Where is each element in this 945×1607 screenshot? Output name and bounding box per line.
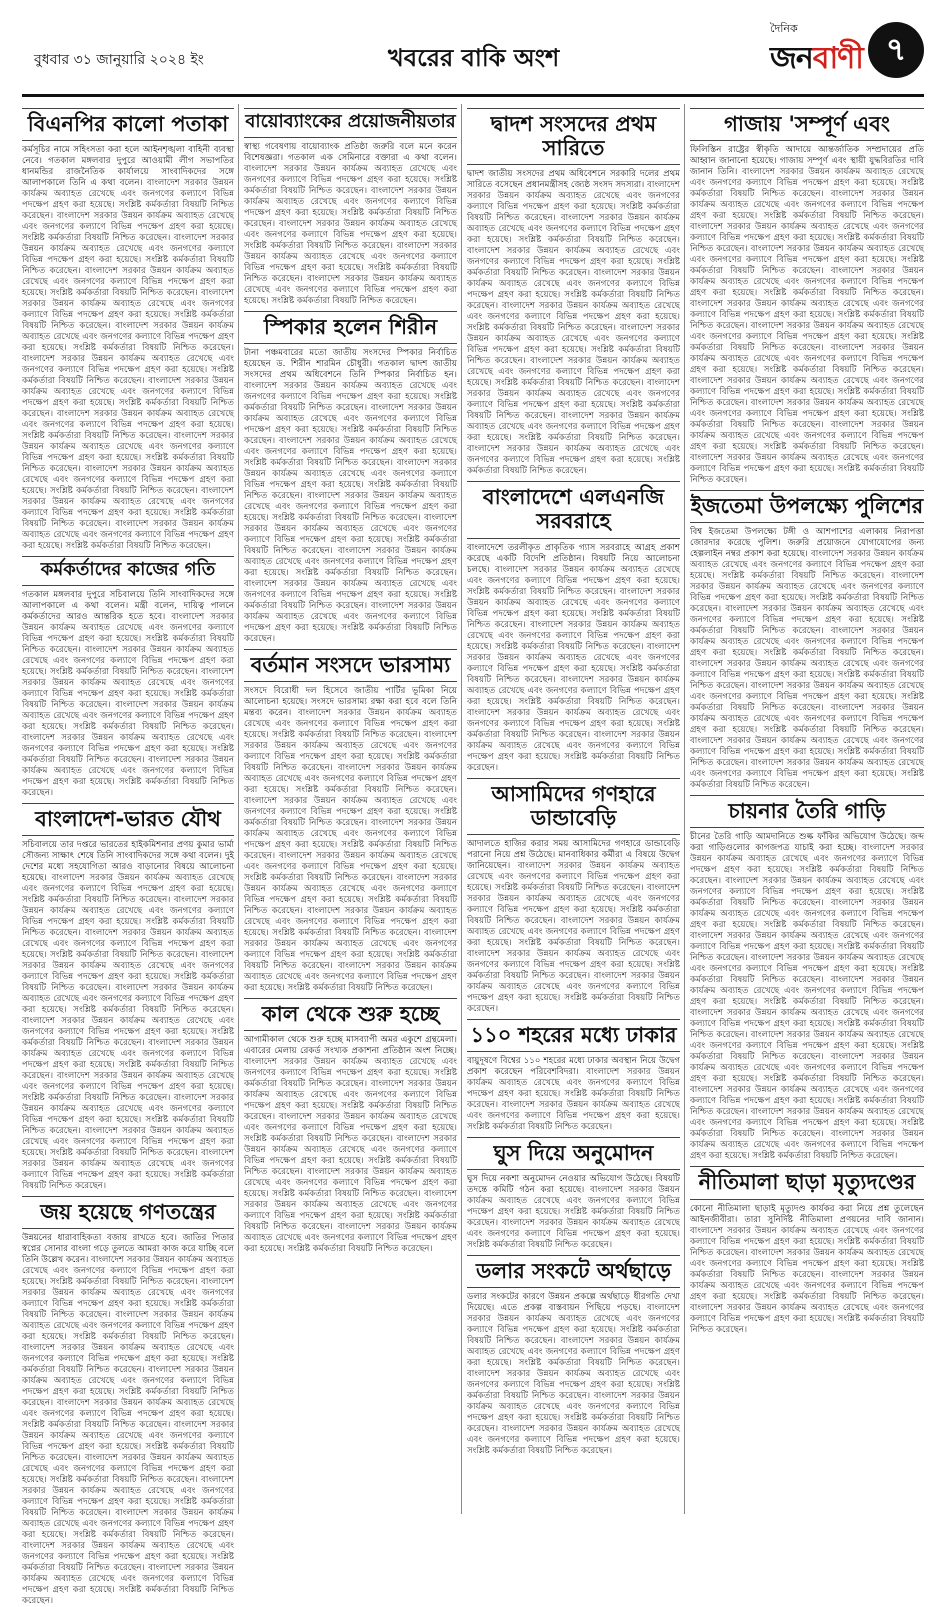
article-continuation: বাংলাদেশ সরকার উন্নয়ন কার্যক্রম অব্যাহত রেখেছে এবং জনগণের কল্যাণে বিভিন্ন পদক্ষেপ গ্রহণ করা হয়েছে। সংশ্লিষ্ট কর্মকর্তারা বিষয়টি নিশ্চিত করেছেন। বাংলাদেশ সরকার উন্নয়ন কার্যক্রম অব্যাহত রেখেছে এবং জনগণের কল্যাণে বিভিন্ন পদক্ষেপ গ্রহণ করা হয়েছে। সংশ্লিষ্ট কর্মকর্তারা বিষয়টি নিশ্চিত করেছেন। বাংলাদেশ সরকার উন্নয়ন কার্যক্রম অব্যাহত রেখেছে এবং জনগণের কল্যাণে বিভিন্ন পদক্ষেপ গ্রহণ করা হয়েছে। সংশ্লিষ্ট কর্মকর্তারা বিষয়টি নিশ্চিত করেছেন। বাংলাদেশ সরকার উন্নয়ন কার্যক্রম অব্যাহত রেখেছে এবং জনগণের কল্যাণে বিভিন্ন পদক্ষেপ গ্রহণ করা হয়েছে। সংশ্লিষ্ট কর্মকর্তারা বিষয়টি নিশ্চিত করেছেন। বাংলাদেশ সরকার উন্নয়ন কার্যক্রম অব্যাহত রেখেছে এবং জনগণের কল্যাণে বিভিন্ন পদক্ষেপ গ্রহণ করা হয়েছে। সংশ্লিষ্ট কর্মকর্তারা বিষয়টি নিশ্চিত করেছেন। বাংলাদেশ সরকার উন্নয়ন কার্যক্রম অব্যাহত রেখেছে এবং জনগণের কল্যাণে বিভিন্ন পদক্ষেপ গ্রহণ করা হয়েছে। সংশ্লিষ্ট কর্মকর্তারা বিষয়টি নিশ্চিত করেছেন। বাংলাদেশ সরকার উন্নয়ন কার্যক্রম অব্যাহত রেখেছে এবং জনগণের কল্যাণে বিভিন্ন পদক্ষেপ গ্রহণ করা হয়েছে। সংশ্লিষ্ট কর্মকর্তারা বিষয়টি নিশ্চিত করেছেন। বাংলাদেশ সরকার উন্নয়ন কার্যক্রম অব্যাহত রেখেছে এবং জনগণের কল্যাণে বিভিন্ন পদক্ষেপ গ্রহণ করা হয়েছে। সংশ্লিষ্ট কর্মকর্তারা বিষয়টি নিশ্চিত করেছেন। বাংলাদেশ সরকার উন্নয়ন কার্যক্রম অব্যাহত রেখেছে এবং জনগণের কল্যাণে বিভিন্ন পদক্ষেপ গ্রহণ করা হয়েছে। সংশ্লিষ্ট কর্মকর্তারা বিষয়টি নিশ্চিত করেছেন। — [244, 380, 457, 644]
article-lead: বাংলাদেশে তরলীকৃত প্রাকৃতিক গ্যাস সরবরাহে আগ্রহ প্রকাশ করেছে একটি বিদেশি প্রতিষ্ঠান। বিষয়টি নিয়ে আলোচনা চলছে। — [467, 542, 680, 575]
article — [467, 778, 680, 1015]
article-lead: আদালতে হাজির করার সময় আসামিদের গণহারে ডান্ডাবেড়ি পরানো নিয়ে প্রশ্ন উঠেছে। মানবাধিকার কর্মীরা এ বিষয়ে উদ্বেগ জানিয়েছেন। — [467, 838, 680, 871]
article — [244, 649, 457, 994]
article-body — [22, 145, 234, 552]
article-lead: কোনো নীতিমালা ছাড়াই মৃত্যুদণ্ড কার্যকর করা নিয়ে প্রশ্ন তুলেছেন আইনজীবীরা। তারা সুনির্দিষ্ট নীতিমালা প্রণয়নের দাবি জানান। — [690, 1203, 924, 1225]
article — [22, 1196, 234, 1607]
article-lead: ফিলিস্তিন রাষ্ট্রের স্বীকৃতি আদায়ে আন্তর্জাতিক সম্প্রদায়ের প্রতি আহ্বান জানানো হয়েছে। গাজায় সম্পূর্ণ এবং স্থায়ী যুদ্ধবিরতির দাবি জানান তিনি। — [690, 145, 924, 178]
section-title: খবরের বাকি অংশ — [388, 44, 560, 72]
article-headline: ডলার সংকটে অর্থছাড়ে — [467, 1255, 680, 1288]
article — [244, 311, 457, 645]
article-body — [244, 686, 457, 994]
article-continuation: বাংলাদেশ সরকার উন্নয়ন কার্যক্রম অব্যাহত রেখেছে এবং জনগণের কল্যাণে বিভিন্ন পদক্ষেপ গ্রহণ করা হয়েছে। সংশ্লিষ্ট কর্মকর্তারা বিষয়টি নিশ্চিত করেছেন। বাংলাদেশ সরকার উন্নয়ন কার্যক্রম অব্যাহত রেখেছে এবং জনগণের কল্যাণে বিভিন্ন পদক্ষেপ গ্রহণ করা হয়েছে। সংশ্লিষ্ট কর্মকর্তারা বিষয়টি নিশ্চিত করেছেন। বাংলাদেশ সরকার উন্নয়ন কার্যক্রম অব্যাহত রেখেছে এবং জনগণের কল্যাণে বিভিন্ন পদক্ষেপ গ্রহণ করা হয়েছে। সংশ্লিষ্ট কর্মকর্তারা বিষয়টি নিশ্চিত করেছেন। বাংলাদেশ সরকার উন্নয়ন কার্যক্রম অব্যাহত রেখেছে এবং জনগণের কল্যাণে বিভিন্ন পদক্ষেপ গ্রহণ করা হয়েছে। সংশ্লিষ্ট কর্মকর্তারা বিষয়টি নিশ্চিত করেছেন। বাংলাদেশ সরকার উন্নয়ন কার্যক্রম অব্যাহত রেখেছে এবং জনগণের কল্যাণে বিভিন্ন পদক্ষেপ গ্রহণ করা হয়েছে। সংশ্লিষ্ট কর্মকর্তারা বিষয়টি নিশ্চিত করেছেন। বাংলাদেশ সরকার উন্নয়ন কার্যক্রম অব্যাহত রেখেছে এবং জনগণের কল্যাণে বিভিন্ন পদক্ষেপ গ্রহণ করা হয়েছে। সংশ্লিষ্ট কর্মকর্তারা বিষয়টি নিশ্চিত করেছেন। বাংলাদেশ সরকার উন্নয়ন কার্যক্রম অব্যাহত রেখেছে এবং জনগণের কল্যাণে বিভিন্ন পদক্ষেপ গ্রহণ করা হয়েছে। সংশ্লিষ্ট কর্মকর্তারা বিষয়টি নিশ্চিত করেছেন। বাংলাদেশ সরকার উন্নয়ন কার্যক্রম অব্যাহত রেখেছে এবং জনগণের কল্যাণে বিভিন্ন পদক্ষেপ গ্রহণ করা হয়েছে। সংশ্লিষ্ট কর্মকর্তারা বিষয়টি নিশ্চিত করেছেন। বাংলাদেশ সরকার উন্নয়ন কার্যক্রম অব্যাহত রেখেছে এবং জনগণের কল্যাণে বিভিন্ন পদক্ষেপ গ্রহণ করা হয়েছে। সংশ্লিষ্ট কর্মকর্তারা বিষয়টি নিশ্চিত করেছেন। বাংলাদেশ সরকার উন্নয়ন কার্যক্রম অব্যাহত রেখেছে এবং জনগণের কল্যাণে বিভিন্ন পদক্ষেপ গ্রহণ করা হয়েছে। সংশ্লিষ্ট কর্মকর্তারা বিষয়টি নিশ্চিত করেছেন। বাংলাদেশ সরকার উন্নয়ন কার্যক্রম অব্যাহত রেখেছে এবং জনগণের কল্যাণে বিভিন্ন পদক্ষেপ গ্রহণ করা হয়েছে। সংশ্লিষ্ট কর্মকর্তারা বিষয়টি নিশ্চিত করেছেন। বাংলাদেশ সরকার উন্নয়ন কার্যক্রম অব্যাহত রেখেছে এবং জনগণের কল্যাণে বিভিন্ন পদক্ষেপ গ্রহণ করা হয়েছে। সংশ্লিষ্ট কর্মকর্তারা বিষয়টি নিশ্চিত করেছেন। — [22, 1255, 234, 1607]
article-headline: কর্মকর্তাদের কাজের গতি — [22, 556, 234, 586]
article — [690, 1166, 924, 1335]
article-headline: বায়োব্যাংকের প্রয়োজনীয়তার — [244, 108, 457, 138]
article-continuation: বাংলাদেশ সরকার উন্নয়ন কার্যক্রম অব্যাহত রেখেছে এবং জনগণের কল্যাণে বিভিন্ন পদক্ষেপ গ্রহণ করা হয়েছে। সংশ্লিষ্ট কর্মকর্তারা বিষয়টি নিশ্চিত করেছেন। বাংলাদেশ সরকার উন্নয়ন কার্যক্রম অব্যাহত রেখেছে এবং জনগণের কল্যাণে বিভিন্ন পদক্ষেপ গ্রহণ করা হয়েছে। সংশ্লিষ্ট কর্মকর্তারা বিষয়টি নিশ্চিত করেছেন। বাংলাদেশ সরকার উন্নয়ন কার্যক্রম অব্যাহত রেখেছে এবং জনগণের কল্যাণে বিভিন্ন পদক্ষেপ গ্রহণ করা হয়েছে। সংশ্লিষ্ট কর্মকর্তারা বিষয়টি নিশ্চিত করেছেন। বাংলাদেশ সরকার উন্নয়ন কার্যক্রম অব্যাহত রেখেছে এবং জনগণের কল্যাণে বিভিন্ন পদক্ষেপ গ্রহণ করা হয়েছে। সংশ্লিষ্ট কর্মকর্তারা বিষয়টি নিশ্চিত করেছেন। বাংলাদেশ সরকার উন্নয়ন কার্যক্রম অব্যাহত রেখেছে এবং জনগণের কল্যাণে বিভিন্ন পদক্ষেপ গ্রহণ করা হয়েছে। সংশ্লিষ্ট কর্মকর্তারা বিষয়টি নিশ্চিত করেছেন। বাংলাদেশ সরকার উন্নয়ন কার্যক্রম অব্যাহত রেখেছে এবং জনগণের কল্যাণে বিভিন্ন পদক্ষেপ গ্রহণ করা হয়েছে। সংশ্লিষ্ট কর্মকর্তারা বিষয়টি নিশ্চিত করেছেন। — [22, 611, 234, 798]
article — [467, 1137, 680, 1251]
column-3 — [467, 104, 680, 1516]
article-headline: ইজতেমা উপলক্ষ্যে পুলিশের — [690, 490, 924, 523]
article — [244, 108, 457, 307]
article-headline: দ্বাদশ সংসদের প্রথম সারিতে — [467, 108, 680, 165]
page-number: ৭ — [868, 22, 924, 78]
article-headline: চায়নার তৈরি গাড়ি — [690, 795, 924, 828]
column-divider — [461, 104, 462, 1514]
brand-prefix: দৈনিক — [770, 22, 798, 35]
article-continuation: বাংলাদেশ সরকার উন্নয়ন কার্যক্রম অব্যাহত রেখেছে এবং জনগণের কল্যাণে বিভিন্ন পদক্ষেপ গ্রহণ করা হয়েছে। সংশ্লিষ্ট কর্মকর্তারা বিষয়টি নিশ্চিত করেছেন। বাংলাদেশ সরকার উন্নয়ন কার্যক্রম অব্যাহত রেখেছে এবং জনগণের কল্যাণে বিভিন্ন পদক্ষেপ গ্রহণ করা হয়েছে। সংশ্লিষ্ট কর্মকর্তারা বিষয়টি নিশ্চিত করেছেন। বাংলাদেশ সরকার উন্নয়ন কার্যক্রম অব্যাহত রেখেছে এবং জনগণের কল্যাণে বিভিন্ন পদক্ষেপ গ্রহণ করা হয়েছে। সংশ্লিষ্ট কর্মকর্তারা বিষয়টি নিশ্চিত করেছেন। বাংলাদেশ সরকার উন্নয়ন কার্যক্রম অব্যাহত রেখেছে এবং জনগণের কল্যাণে বিভিন্ন পদক্ষেপ গ্রহণ করা হয়েছে। সংশ্লিষ্ট কর্মকর্তারা বিষয়টি নিশ্চিত করেছেন। বাংলাদেশ সরকার উন্নয়ন কার্যক্রম অব্যাহত রেখেছে এবং জনগণের কল্যাণে বিভিন্ন পদক্ষেপ গ্রহণ করা হয়েছে। সংশ্লিষ্ট কর্মকর্তারা বিষয়টি নিশ্চিত করেছেন। বাংলাদেশ সরকার উন্নয়ন কার্যক্রম অব্যাহত রেখেছে এবং জনগণের কল্যাণে বিভিন্ন পদক্ষেপ গ্রহণ করা হয়েছে। সংশ্লিষ্ট কর্মকর্তারা বিষয়টি নিশ্চিত করেছেন। বাংলাদেশ সরকার উন্নয়ন কার্যক্রম অব্যাহত রেখেছে এবং জনগণের কল্যাণে বিভিন্ন পদক্ষেপ গ্রহণ করা হয়েছে। সংশ্লিষ্ট কর্মকর্তারা বিষয়টি নিশ্চিত করেছেন। বাংলাদেশ সরকার উন্নয়ন কার্যক্রম অব্যাহত রেখেছে এবং জনগণের কল্যাণে বিভিন্ন পদক্ষেপ গ্রহণ করা হয়েছে। সংশ্লিষ্ট কর্মকর্তারা বিষয়টি নিশ্চিত করেছেন। বাংলাদেশ সরকার উন্নয়ন কার্যক্রম অব্যাহত রেখেছে এবং জনগণের কল্যাণে বিভিন্ন পদক্ষেপ গ্রহণ করা হয়েছে। সংশ্লিষ্ট কর্মকর্তারা বিষয়টি নিশ্চিত করেছেন। বাংলাদেশ সরকার উন্নয়ন কার্যক্রম অব্যাহত রেখেছে এবং জনগণের কল্যাণে বিভিন্ন পদক্ষেপ গ্রহণ করা হয়েছে। সংশ্লিষ্ট কর্মকর্তারা বিষয়টি নিশ্চিত করেছেন। বাংলাদেশ সরকার উন্নয়ন কার্যক্রম অব্যাহত রেখেছে এবং জনগণের কল্যাণে বিভিন্ন পদক্ষেপ গ্রহণ করা হয়েছে। সংশ্লিষ্ট কর্মকর্তারা বিষয়টি নিশ্চিত করেছেন। বাংলাদেশ সরকার উন্নয়ন কার্যক্রম অব্যাহত রেখেছে এবং জনগণের কল্যাণে বিভিন্ন পদক্ষেপ গ্রহণ করা হয়েছে। সংশ্লিষ্ট কর্মকর্তারা বিষয়টি নিশ্চিত করেছেন। — [690, 843, 924, 1162]
article-continuation: বাংলাদেশ সরকার উন্নয়ন কার্যক্রম অব্যাহত রেখেছে এবং জনগণের কল্যাণে বিভিন্ন পদক্ষেপ গ্রহণ করা হয়েছে। সংশ্লিষ্ট কর্মকর্তারা বিষয়টি নিশ্চিত করেছেন। বাংলাদেশ সরকার উন্নয়ন কার্যক্রম অব্যাহত রেখেছে এবং জনগণের কল্যাণে বিভিন্ন পদক্ষেপ গ্রহণ করা হয়েছে। সংশ্লিষ্ট কর্মকর্তারা বিষয়টি নিশ্চিত করেছেন। বাংলাদেশ সরকার উন্নয়ন কার্যক্রম অব্যাহত রেখেছে এবং জনগণের কল্যাণে বিভিন্ন পদক্ষেপ গ্রহণ করা হয়েছে। সংশ্লিষ্ট কর্মকর্তারা বিষয়টি নিশ্চিত করেছেন। বাংলাদেশ সরকার উন্নয়ন কার্যক্রম অব্যাহত রেখেছে এবং জনগণের কল্যাণে বিভিন্ন পদক্ষেপ গ্রহণ করা হয়েছে। সংশ্লিষ্ট কর্মকর্তারা বিষয়টি নিশ্চিত করেছেন। বাংলাদেশ সরকার উন্নয়ন কার্যক্রম অব্যাহত রেখেছে এবং জনগণের কল্যাণে বিভিন্ন পদক্ষেপ গ্রহণ করা হয়েছে। সংশ্লিষ্ট কর্মকর্তারা বিষয়টি নিশ্চিত করেছেন। বাংলাদেশ সরকার উন্নয়ন কার্যক্রম অব্যাহত রেখেছে এবং জনগণের কল্যাণে বিভিন্ন পদক্ষেপ গ্রহণ করা হয়েছে। সংশ্লিষ্ট কর্মকর্তারা বিষয়টি নিশ্চিত করেছেন। বাংলাদেশ সরকার উন্নয়ন কার্যক্রম অব্যাহত রেখেছে এবং জনগণের কল্যাণে বিভিন্ন পদক্ষেপ গ্রহণ করা হয়েছে। সংশ্লিষ্ট কর্মকর্তারা বিষয়টি নিশ্চিত করেছেন। বাংলাদেশ সরকার উন্নয়ন কার্যক্রম অব্যাহত রেখেছে এবং জনগণের কল্যাণে বিভিন্ন পদক্ষেপ গ্রহণ করা হয়েছে। সংশ্লিষ্ট কর্মকর্তারা বিষয়টি নিশ্চিত করেছেন। বাংলাদেশ সরকার উন্নয়ন কার্যক্রম অব্যাহত রেখেছে এবং জনগণের কল্যাণে বিভিন্ন পদক্ষেপ গ্রহণ করা হয়েছে। সংশ্লিষ্ট কর্মকর্তারা বিষয়টি নিশ্চিত করেছেন। — [690, 549, 924, 791]
article-continuation: বাংলাদেশ সরকার উন্নয়ন কার্যক্রম অব্যাহত রেখেছে এবং জনগণের কল্যাণে বিভিন্ন পদক্ষেপ গ্রহণ করা হয়েছে। সংশ্লিষ্ট কর্মকর্তারা বিষয়টি নিশ্চিত করেছেন। বাংলাদেশ সরকার উন্নয়ন কার্যক্রম অব্যাহত রেখেছে এবং জনগণের কল্যাণে বিভিন্ন পদক্ষেপ গ্রহণ করা হয়েছে। সংশ্লিষ্ট কর্মকর্তারা বিষয়টি নিশ্চিত করেছেন। বাংলাদেশ সরকার উন্নয়ন কার্যক্রম অব্যাহত রেখেছে এবং জনগণের কল্যাণে বিভিন্ন পদক্ষেপ গ্রহণ করা হয়েছে। সংশ্লিষ্ট কর্মকর্তারা বিষয়টি নিশ্চিত করেছেন। বাংলাদেশ সরকার উন্নয়ন কার্যক্রম অব্যাহত রেখেছে এবং জনগণের কল্যাণে বিভিন্ন পদক্ষেপ গ্রহণ করা হয়েছে। সংশ্লিষ্ট কর্মকর্তারা বিষয়টি নিশ্চিত করেছেন। বাংলাদেশ সরকার উন্নয়ন কার্যক্রম অব্যাহত রেখেছে এবং জনগণের কল্যাণে বিভিন্ন পদক্ষেপ গ্রহণ করা হয়েছে। সংশ্লিষ্ট কর্মকর্তারা বিষয়টি নিশ্চিত করেছেন। বাংলাদেশ সরকার উন্নয়ন কার্যক্রম অব্যাহত রেখেছে এবং জনগণের কল্যাণে বিভিন্ন পদক্ষেপ গ্রহণ করা হয়েছে। সংশ্লিষ্ট কর্মকর্তারা বিষয়টি নিশ্চিত করেছেন। বাংলাদেশ সরকার উন্নয়ন কার্যক্রম অব্যাহত রেখেছে এবং জনগণের কল্যাণে বিভিন্ন পদক্ষেপ গ্রহণ করা হয়েছে। সংশ্লিষ্ট কর্মকর্তারা বিষয়টি নিশ্চিত করেছেন। বাংলাদেশ সরকার উন্নয়ন কার্যক্রম অব্যাহত রেখেছে এবং জনগণের কল্যাণে বিভিন্ন পদক্ষেপ গ্রহণ করা হয়েছে। সংশ্লিষ্ট কর্মকর্তারা বিষয়টি নিশ্চিত করেছেন। বাংলাদেশ সরকার উন্নয়ন কার্যক্রম অব্যাহত রেখেছে এবং জনগণের কল্যাণে বিভিন্ন পদক্ষেপ গ্রহণ করা হয়েছে। সংশ্লিষ্ট কর্মকর্তারা বিষয়টি নিশ্চিত করেছেন। বাংলাদেশ সরকার উন্নয়ন কার্যক্রম অব্যাহত রেখেছে এবং জনগণের কল্যাণে বিভিন্ন পদক্ষেপ গ্রহণ করা হয়েছে। সংশ্লিষ্ট কর্মকর্তারা বিষয়টি নিশ্চিত করেছেন। বাংলাদেশ সরকার উন্নয়ন কার্যক্রম অব্যাহত রেখেছে এবং জনগণের কল্যাণে বিভিন্ন পদক্ষেপ গ্রহণ করা হয়েছে। সংশ্লিষ্ট কর্মকর্তারা বিষয়টি নিশ্চিত করেছেন। বাংলাদেশ সরকার উন্নয়ন কার্যক্রম অব্যাহত রেখেছে এবং জনগণের কল্যাণে বিভিন্ন পদক্ষেপ গ্রহণ করা হয়েছে। সংশ্লিষ্ট কর্মকর্তারা বিষয়টি নিশ্চিত করেছেন। — [690, 167, 924, 486]
column-1 — [22, 104, 235, 1607]
article-continuation: বাংলাদেশ সরকার উন্নয়ন কার্যক্রম অব্যাহত রেখেছে এবং জনগণের কল্যাণে বিভিন্ন পদক্ষেপ গ্রহণ করা হয়েছে। সংশ্লিষ্ট কর্মকর্তারা বিষয়টি নিশ্চিত করেছেন। বাংলাদেশ সরকার উন্নয়ন কার্যক্রম অব্যাহত রেখেছে এবং জনগণের কল্যাণে বিভিন্ন পদক্ষেপ গ্রহণ করা হয়েছে। সংশ্লিষ্ট কর্মকর্তারা বিষয়টি নিশ্চিত করেছেন। বাংলাদেশ সরকার উন্নয়ন কার্যক্রম অব্যাহত রেখেছে এবং জনগণের কল্যাণে বিভিন্ন পদক্ষেপ গ্রহণ করা হয়েছে। সংশ্লিষ্ট কর্মকর্তারা বিষয়টি নিশ্চিত করেছেন। বাংলাদেশ সরকার উন্নয়ন কার্যক্রম অব্যাহত রেখেছে এবং জনগণের কল্যাণে বিভিন্ন পদক্ষেপ গ্রহণ করা হয়েছে। সংশ্লিষ্ট কর্মকর্তারা বিষয়টি নিশ্চিত করেছেন। — [690, 1225, 924, 1335]
article-lead: চীনের তৈরি গাড়ি আমদানিতে শুল্ক ফাঁকির অভিযোগ উঠেছে। জব্দ করা গাড়িগুলোর কাগজপত্র যাচাই করা হচ্ছে। — [690, 832, 924, 854]
article — [467, 1255, 680, 1457]
article-body — [467, 1056, 680, 1133]
article-lead: টানা পঞ্চমবারের মতো জাতীয় সংসদের স্পিকার নির্বাচিত হয়েছেন ড. শিরীন শারমিন চৌধুরী। গতকাল দ্বাদশ জাতীয় সংসদের প্রথম অধিবেশনে তিনি স্পিকার নির্বাচিত হন। — [244, 347, 457, 380]
logo-part-1: জন — [770, 41, 813, 76]
logo-part-2: বাণী — [812, 41, 863, 76]
article-headline: আসামিদের গণহারে ডান্ডাবেড়ি — [467, 778, 680, 835]
article — [690, 795, 924, 1162]
article-headline: বর্তমান সংসদে ভারসাম্য — [244, 649, 457, 682]
article-body — [22, 1233, 234, 1607]
article-continuation: বাংলাদেশ সরকার উন্নয়ন কার্যক্রম অব্যাহত রেখেছে এবং জনগণের কল্যাণে বিভিন্ন পদক্ষেপ গ্রহণ করা হয়েছে। সংশ্লিষ্ট কর্মকর্তারা বিষয়টি নিশ্চিত করেছেন। বাংলাদেশ সরকার উন্নয়ন কার্যক্রম অব্যাহত রেখেছে এবং জনগণের কল্যাণে বিভিন্ন পদক্ষেপ গ্রহণ করা হয়েছে। সংশ্লিষ্ট কর্মকর্তারা বিষয়টি নিশ্চিত করেছেন। বাংলাদেশ সরকার উন্নয়ন কার্যক্রম অব্যাহত রেখেছে এবং জনগণের কল্যাণে বিভিন্ন পদক্ষেপ গ্রহণ করা হয়েছে। সংশ্লিষ্ট কর্মকর্তারা বিষয়টি নিশ্চিত করেছেন। বাংলাদেশ সরকার উন্নয়ন কার্যক্রম অব্যাহত রেখেছে এবং জনগণের কল্যাণে বিভিন্ন পদক্ষেপ গ্রহণ করা হয়েছে। সংশ্লিষ্ট কর্মকর্তারা বিষয়টি নিশ্চিত করেছেন। বাংলাদেশ সরকার উন্নয়ন কার্যক্রম অব্যাহত রেখেছে এবং জনগণের কল্যাণে বিভিন্ন পদক্ষেপ গ্রহণ করা হয়েছে। সংশ্লিষ্ট কর্মকর্তারা বিষয়টি নিশ্চিত করেছেন। — [244, 163, 457, 306]
article-headline: বাংলাদেশে এলএনজি সরবরাহে — [467, 481, 680, 538]
article-continuation: বাংলাদেশ সরকার উন্নয়ন কার্যক্রম অব্যাহত রেখেছে এবং জনগণের কল্যাণে বিভিন্ন পদক্ষেপ গ্রহণ করা হয়েছে। সংশ্লিষ্ট কর্মকর্তারা বিষয়টি নিশ্চিত করেছেন। বাংলাদেশ সরকার উন্নয়ন কার্যক্রম অব্যাহত রেখেছে এবং জনগণের কল্যাণে বিভিন্ন পদক্ষেপ গ্রহণ করা হয়েছে। সংশ্লিষ্ট কর্মকর্তারা বিষয়টি নিশ্চিত করেছেন। বাংলাদেশ সরকার উন্নয়ন কার্যক্রম অব্যাহত রেখেছে এবং জনগণের কল্যাণে বিভিন্ন পদক্ষেপ গ্রহণ করা হয়েছে। সংশ্লিষ্ট কর্মকর্তারা বিষয়টি নিশ্চিত করেছেন। বাংলাদেশ সরকার উন্নয়ন কার্যক্রম অব্যাহত রেখেছে এবং জনগণের কল্যাণে বিভিন্ন পদক্ষেপ গ্রহণ করা হয়েছে। সংশ্লিষ্ট কর্মকর্তারা বিষয়টি নিশ্চিত করেছেন। বাংলাদেশ সরকার উন্নয়ন কার্যক্রম অব্যাহত রেখেছে এবং জনগণের কল্যাণে বিভিন্ন পদক্ষেপ গ্রহণ করা হয়েছে। সংশ্লিষ্ট কর্মকর্তারা বিষয়টি নিশ্চিত করেছেন। বাংলাদেশ সরকার উন্নয়ন কার্যক্রম অব্যাহত রেখেছে এবং জনগণের কল্যাণে বিভিন্ন পদক্ষেপ গ্রহণ করা হয়েছে। সংশ্লিষ্ট কর্মকর্তারা বিষয়টি নিশ্চিত করেছেন। বাংলাদেশ সরকার উন্নয়ন কার্যক্রম অব্যাহত রেখেছে এবং জনগণের কল্যাণে বিভিন্ন পদক্ষেপ গ্রহণ করা হয়েছে। সংশ্লিষ্ট কর্মকর্তারা বিষয়টি নিশ্চিত করেছেন। — [244, 1057, 457, 1255]
article-headline: বাংলাদেশ-ভারত যৌথ — [22, 803, 234, 836]
article — [467, 1019, 680, 1133]
article-lead: বায়ুদূষণে বিশ্বের ১১০ শহরের মধ্যে ঢাকার অবস্থান নিয়ে উদ্বেগ প্রকাশ করেছেন পরিবেশবিদরা। — [467, 1055, 680, 1077]
article-body — [690, 527, 924, 791]
column-2 — [244, 104, 457, 1516]
article-lead: বিশ্ব ইজতেমা উপলক্ষ্যে টঙ্গী ও আশপাশের এলাকায় নিরাপত্তা জোরদার করেছে পুলিশ। জরুরি প্রয়োজনে যোগাযোগের জন্য হেল্পলাইন নম্বর প্রকাশ করা হয়েছে। — [690, 527, 924, 560]
newspaper-logo — [770, 34, 863, 85]
article-body — [467, 1174, 680, 1251]
article-headline: বিএনপির কালো পতাকা — [22, 108, 234, 141]
article-body — [244, 1035, 457, 1255]
article-body — [690, 145, 924, 486]
article — [467, 108, 680, 477]
article — [22, 803, 234, 1192]
article-headline: গাজায় 'সম্পূর্ণ এবং — [690, 108, 924, 141]
article-headline: স্পিকার হলেন শিরীন — [244, 311, 457, 344]
article-body — [22, 590, 234, 799]
article-continuation: বাংলাদেশ সরকার উন্নয়ন কার্যক্রম অব্যাহত রেখেছে এবং জনগণের কল্যাণে বিভিন্ন পদক্ষেপ গ্রহণ করা হয়েছে। সংশ্লিষ্ট কর্মকর্তারা বিষয়টি নিশ্চিত করেছেন। বাংলাদেশ সরকার উন্নয়ন কার্যক্রম অব্যাহত রেখেছে এবং জনগণের কল্যাণে বিভিন্ন পদক্ষেপ গ্রহণ করা হয়েছে। সংশ্লিষ্ট কর্মকর্তারা বিষয়টি নিশ্চিত করেছেন। বাংলাদেশ সরকার উন্নয়ন কার্যক্রম অব্যাহত রেখেছে এবং জনগণের কল্যাণে বিভিন্ন পদক্ষেপ গ্রহণ করা হয়েছে। সংশ্লিষ্ট কর্মকর্তারা বিষয়টি নিশ্চিত করেছেন। বাংলাদেশ সরকার উন্নয়ন কার্যক্রম অব্যাহত রেখেছে এবং জনগণের কল্যাণে বিভিন্ন পদক্ষেপ গ্রহণ করা হয়েছে। সংশ্লিষ্ট কর্মকর্তারা বিষয়টি নিশ্চিত করেছেন। বাংলাদেশ সরকার উন্নয়ন কার্যক্রম অব্যাহত রেখেছে এবং জনগণের কল্যাণে বিভিন্ন পদক্ষেপ গ্রহণ করা হয়েছে। সংশ্লিষ্ট কর্মকর্তারা বিষয়টি নিশ্চিত করেছেন। বাংলাদেশ সরকার উন্নয়ন কার্যক্রম অব্যাহত রেখেছে এবং জনগণের কল্যাণে বিভিন্ন পদক্ষেপ গ্রহণ করা হয়েছে। সংশ্লিষ্ট কর্মকর্তারা বিষয়টি নিশ্চিত করেছেন। বাংলাদেশ সরকার উন্নয়ন কার্যক্রম অব্যাহত রেখেছে এবং জনগণের কল্যাণে বিভিন্ন পদক্ষেপ গ্রহণ করা হয়েছে। সংশ্লিষ্ট কর্মকর্তারা বিষয়টি নিশ্চিত করেছেন। বাংলাদেশ সরকার উন্নয়ন কার্যক্রম অব্যাহত রেখেছে এবং জনগণের কল্যাণে বিভিন্ন পদক্ষেপ গ্রহণ করা হয়েছে। সংশ্লিষ্ট কর্মকর্তারা বিষয়টি নিশ্চিত করেছেন। বাংলাদেশ সরকার উন্নয়ন কার্যক্রম অব্যাহত রেখেছে এবং জনগণের কল্যাণে বিভিন্ন পদক্ষেপ গ্রহণ করা হয়েছে। সংশ্লিষ্ট কর্মকর্তারা বিষয়টি নিশ্চিত করেছেন। বাংলাদেশ সরকার উন্নয়ন কার্যক্রম অব্যাহত রেখেছে এবং জনগণের কল্যাণে বিভিন্ন পদক্ষেপ গ্রহণ করা হয়েছে। সংশ্লিষ্ট কর্মকর্তারা বিষয়টি নিশ্চিত করেছেন। — [244, 707, 457, 993]
article-body — [244, 142, 457, 307]
article-continuation: বাংলাদেশ সরকার উন্নয়ন কার্যক্রম অব্যাহত রেখেছে এবং জনগণের কল্যাণে বিভিন্ন পদক্ষেপ গ্রহণ করা হয়েছে। সংশ্লিষ্ট কর্মকর্তারা বিষয়টি নিশ্চিত করেছেন। বাংলাদেশ সরকার উন্নয়ন কার্যক্রম অব্যাহত রেখেছে এবং জনগণের কল্যাণে বিভিন্ন পদক্ষেপ গ্রহণ করা হয়েছে। সংশ্লিষ্ট কর্মকর্তারা বিষয়টি নিশ্চিত করেছেন। — [467, 1066, 680, 1132]
column-4 — [690, 104, 924, 1516]
article-lead: স্বাস্থ্য গবেষণায় বায়োব্যাংক প্রতিষ্ঠা জরুরি বলে মনে করেন বিশেষজ্ঞরা। গতকাল এক সেমিনারে বক্তারা এ কথা বলেন। — [244, 141, 457, 163]
article-body — [467, 169, 680, 477]
article-body — [690, 1204, 924, 1336]
article-continuation: বাংলাদেশ সরকার উন্নয়ন কার্যক্রম অব্যাহত রেখেছে এবং জনগণের কল্যাণে বিভিন্ন পদক্ষেপ গ্রহণ করা হয়েছে। সংশ্লিষ্ট কর্মকর্তারা বিষয়টি নিশ্চিত করেছেন। বাংলাদেশ সরকার উন্নয়ন কার্যক্রম অব্যাহত রেখেছে এবং জনগণের কল্যাণে বিভিন্ন পদক্ষেপ গ্রহণ করা হয়েছে। সংশ্লিষ্ট কর্মকর্তারা বিষয়টি নিশ্চিত করেছেন। বাংলাদেশ সরকার উন্নয়ন কার্যক্রম অব্যাহত রেখেছে এবং জনগণের কল্যাণে বিভিন্ন পদক্ষেপ গ্রহণ করা হয়েছে। সংশ্লিষ্ট কর্মকর্তারা বিষয়টি নিশ্চিত করেছেন। বাংলাদেশ সরকার উন্নয়ন কার্যক্রম অব্যাহত রেখেছে এবং জনগণের কল্যাণে বিভিন্ন পদক্ষেপ গ্রহণ করা হয়েছে। সংশ্লিষ্ট কর্মকর্তারা বিষয়টি নিশ্চিত করেছেন। বাংলাদেশ সরকার উন্নয়ন কার্যক্রম অব্যাহত রেখেছে এবং জনগণের কল্যাণে বিভিন্ন পদক্ষেপ গ্রহণ করা হয়েছে। সংশ্লিষ্ট কর্মকর্তারা বিষয়টি নিশ্চিত করেছেন। বাংলাদেশ সরকার উন্নয়ন কার্যক্রম অব্যাহত রেখেছে এবং জনগণের কল্যাণে বিভিন্ন পদক্ষেপ গ্রহণ করা হয়েছে। সংশ্লিষ্ট কর্মকর্তারা বিষয়টি নিশ্চিত করেছেন। বাংলাদেশ সরকার উন্নয়ন কার্যক্রম অব্যাহত রেখেছে এবং জনগণের কল্যাণে বিভিন্ন পদক্ষেপ গ্রহণ করা হয়েছে। সংশ্লিষ্ট কর্মকর্তারা বিষয়টি নিশ্চিত করেছেন। — [467, 564, 680, 773]
article — [690, 108, 924, 486]
article-lead: দ্বাদশ জাতীয় সংসদের প্রথম অধিবেশনে সরকারি দলের প্রথম সারিতে বসেছেন প্রধানমন্ত্রীসহ জ্যেষ্ঠ সংসদ সদস্যরা। — [467, 169, 680, 191]
article-continuation: বাংলাদেশ সরকার উন্নয়ন কার্যক্রম অব্যাহত রেখেছে এবং জনগণের কল্যাণে বিভিন্ন পদক্ষেপ গ্রহণ করা হয়েছে। সংশ্লিষ্ট কর্মকর্তারা বিষয়টি নিশ্চিত করেছেন। বাংলাদেশ সরকার উন্নয়ন কার্যক্রম অব্যাহত রেখেছে এবং জনগণের কল্যাণে বিভিন্ন পদক্ষেপ গ্রহণ করা হয়েছে। সংশ্লিষ্ট কর্মকর্তারা বিষয়টি নিশ্চিত করেছেন। বাংলাদেশ সরকার উন্নয়ন কার্যক্রম অব্যাহত রেখেছে এবং জনগণের কল্যাণে বিভিন্ন পদক্ষেপ গ্রহণ করা হয়েছে। সংশ্লিষ্ট কর্মকর্তারা বিষয়টি নিশ্চিত করেছেন। বাংলাদেশ সরকার উন্নয়ন কার্যক্রম অব্যাহত রেখেছে এবং জনগণের কল্যাণে বিভিন্ন পদক্ষেপ গ্রহণ করা হয়েছে। সংশ্লিষ্ট কর্মকর্তারা বিষয়টি নিশ্চিত করেছেন। বাংলাদেশ সরকার উন্নয়ন কার্যক্রম অব্যাহত রেখেছে এবং জনগণের কল্যাণে বিভিন্ন পদক্ষেপ গ্রহণ করা হয়েছে। সংশ্লিষ্ট কর্মকর্তারা বিষয়টি নিশ্চিত করেছেন। বাংলাদেশ সরকার উন্নয়ন কার্যক্রম অব্যাহত রেখেছে এবং জনগণের কল্যাণে বিভিন্ন পদক্ষেপ গ্রহণ করা হয়েছে। সংশ্লিষ্ট কর্মকর্তারা বিষয়টি নিশ্চিত করেছেন। বাংলাদেশ সরকার উন্নয়ন কার্যক্রম অব্যাহত রেখেছে এবং জনগণের কল্যাণে বিভিন্ন পদক্ষেপ গ্রহণ করা হয়েছে। সংশ্লিষ্ট কর্মকর্তারা বিষয়টি নিশ্চিত করেছেন। বাংলাদেশ সরকার উন্নয়ন কার্যক্রম অব্যাহত রেখেছে এবং জনগণের কল্যাণে বিভিন্ন পদক্ষেপ গ্রহণ করা হয়েছে। সংশ্লিষ্ট কর্মকর্তারা বিষয়টি নিশ্চিত করেছেন। বাংলাদেশ সরকার উন্নয়ন কার্যক্রম অব্যাহত রেখেছে এবং জনগণের কল্যাণে বিভিন্ন পদক্ষেপ গ্রহণ করা হয়েছে। সংশ্লিষ্ট কর্মকর্তারা বিষয়টি নিশ্চিত করেছেন। বাংলাদেশ সরকার উন্নয়ন কার্যক্রম অব্যাহত রেখেছে এবং জনগণের কল্যাণে বিভিন্ন পদক্ষেপ গ্রহণ করা হয়েছে। সংশ্লিষ্ট কর্মকর্তারা বিষয়টি নিশ্চিত করেছেন। বাংলাদেশ সরকার উন্নয়ন কার্যক্রম অব্যাহত রেখেছে এবং জনগণের কল্যাণে বিভিন্ন পদক্ষেপ গ্রহণ করা হয়েছে। সংশ্লিষ্ট কর্মকর্তারা বিষয়টি নিশ্চিত করেছেন। বাংলাদেশ সরকার উন্নয়ন কার্যক্রম অব্যাহত রেখেছে এবং জনগণের কল্যাণে বিভিন্ন পদক্ষেপ গ্রহণ করা হয়েছে। সংশ্লিষ্ট কর্মকর্তারা বিষয়টি নিশ্চিত করেছেন। বাংলাদেশ সরকার উন্নয়ন কার্যক্রম অব্যাহত রেখেছে এবং জনগণের কল্যাণে বিভিন্ন পদক্ষেপ গ্রহণ করা হয়েছে। সংশ্লিষ্ট কর্মকর্তারা বিষয়টি নিশ্চিত করেছেন। — [22, 178, 235, 552]
article-headline: নীতিমালা ছাড়া মৃত্যুদণ্ডের — [690, 1166, 924, 1199]
article — [244, 998, 457, 1255]
article-lead: সংসদে বিরোধী দল হিসেবে জাতীয় পার্টির ভূমিকা নিয়ে আলোচনা হয়েছে। সংসদে ভারসাম্য রক্ষা করা হবে বলে তিনি মন্তব্য করেন। — [244, 685, 457, 718]
article-continuation: বাংলাদেশ সরকার উন্নয়ন কার্যক্রম অব্যাহত রেখেছে এবং জনগণের কল্যাণে বিভিন্ন পদক্ষেপ গ্রহণ করা হয়েছে। সংশ্লিষ্ট কর্মকর্তারা বিষয়টি নিশ্চিত করেছেন। বাংলাদেশ সরকার উন্নয়ন কার্যক্রম অব্যাহত রেখেছে এবং জনগণের কল্যাণে বিভিন্ন পদক্ষেপ গ্রহণ করা হয়েছে। সংশ্লিষ্ট কর্মকর্তারা বিষয়টি নিশ্চিত করেছেন। বাংলাদেশ সরকার উন্নয়ন কার্যক্রম অব্যাহত রেখেছে এবং জনগণের কল্যাণে বিভিন্ন পদক্ষেপ গ্রহণ করা হয়েছে। সংশ্লিষ্ট কর্মকর্তারা বিষয়টি নিশ্চিত করেছেন। বাংলাদেশ সরকার উন্নয়ন কার্যক্রম অব্যাহত রেখেছে এবং জনগণের কল্যাণে বিভিন্ন পদক্ষেপ গ্রহণ করা হয়েছে। সংশ্লিষ্ট কর্মকর্তারা বিষয়টি নিশ্চিত করেছেন। বাংলাদেশ সরকার উন্নয়ন কার্যক্রম অব্যাহত রেখেছে এবং জনগণের কল্যাণে বিভিন্ন পদক্ষেপ গ্রহণ করা হয়েছে। সংশ্লিষ্ট কর্মকর্তারা বিষয়টি নিশ্চিত করেছেন। — [467, 860, 680, 1014]
article-continuation: বাংলাদেশ সরকার উন্নয়ন কার্যক্রম অব্যাহত রেখেছে এবং জনগণের কল্যাণে বিভিন্ন পদক্ষেপ গ্রহণ করা হয়েছে। সংশ্লিষ্ট কর্মকর্তারা বিষয়টি নিশ্চিত করেছেন। বাংলাদেশ সরকার উন্নয়ন কার্যক্রম অব্যাহত রেখেছে এবং জনগণের কল্যাণে বিভিন্ন পদক্ষেপ গ্রহণ করা হয়েছে। সংশ্লিষ্ট কর্মকর্তারা বিষয়টি নিশ্চিত করেছেন। বাংলাদেশ সরকার উন্নয়ন কার্যক্রম অব্যাহত রেখেছে এবং জনগণের কল্যাণে বিভিন্ন পদক্ষেপ গ্রহণ করা হয়েছে। সংশ্লিষ্ট কর্মকর্তারা বিষয়টি নিশ্চিত করেছেন। বাংলাদেশ সরকার উন্নয়ন কার্যক্রম অব্যাহত রেখেছে এবং জনগণের কল্যাণে বিভিন্ন পদক্ষেপ গ্রহণ করা হয়েছে। সংশ্লিষ্ট কর্মকর্তারা বিষয়টি নিশ্চিত করেছেন। বাংলাদেশ সরকার উন্নয়ন কার্যক্রম অব্যাহত রেখেছে এবং জনগণের কল্যাণে বিভিন্ন পদক্ষেপ গ্রহণ করা হয়েছে। সংশ্লিষ্ট কর্মকর্তারা বিষয়টি নিশ্চিত করেছেন। বাংলাদেশ সরকার উন্নয়ন কার্যক্রম অব্যাহত রেখেছে এবং জনগণের কল্যাণে বিভিন্ন পদক্ষেপ গ্রহণ করা হয়েছে। সংশ্লিষ্ট কর্মকর্তারা বিষয়টি নিশ্চিত করেছেন। বাংলাদেশ সরকার উন্নয়ন কার্যক্রম অব্যাহত রেখেছে এবং জনগণের কল্যাণে বিভিন্ন পদক্ষেপ গ্রহণ করা হয়েছে। সংশ্লিষ্ট কর্মকর্তারা বিষয়টি নিশ্চিত করেছেন। বাংলাদেশ সরকার উন্নয়ন কার্যক্রম অব্যাহত রেখেছে এবং জনগণের কল্যাণে বিভিন্ন পদক্ষেপ গ্রহণ করা হয়েছে। সংশ্লিষ্ট কর্মকর্তারা বিষয়টি নিশ্চিত করেছেন। বাংলাদেশ সরকার উন্নয়ন কার্যক্রম অব্যাহত রেখেছে এবং জনগণের কল্যাণে বিভিন্ন পদক্ষেপ গ্রহণ করা হয়েছে। সংশ্লিষ্ট কর্মকর্তারা বিষয়টি নিশ্চিত করেছেন। বাংলাদেশ সরকার উন্নয়ন কার্যক্রম অব্যাহত রেখেছে এবং জনগণের কল্যাণে বিভিন্ন পদক্ষেপ গ্রহণ করা হয়েছে। সংশ্লিষ্ট কর্মকর্তারা বিষয়টি নিশ্চিত করেছেন। — [467, 180, 680, 477]
article-headline: ১১০ শহরের মধ্যে ঢাকার — [467, 1019, 680, 1052]
article-continuation: বাংলাদেশ সরকার উন্নয়ন কার্যক্রম অব্যাহত রেখেছে এবং জনগণের কল্যাণে বিভিন্ন পদক্ষেপ গ্রহণ করা হয়েছে। সংশ্লিষ্ট কর্মকর্তারা বিষয়টি নিশ্চিত করেছেন। বাংলাদেশ সরকার উন্নয়ন কার্যক্রম অব্যাহত রেখেছে এবং জনগণের কল্যাণে বিভিন্ন পদক্ষেপ গ্রহণ করা হয়েছে। সংশ্লিষ্ট কর্মকর্তারা বিষয়টি নিশ্চিত করেছেন। — [467, 1185, 681, 1251]
column-divider — [238, 104, 239, 1514]
masthead-rule — [22, 94, 924, 97]
masthead — [0, 0, 945, 96]
article-body — [22, 840, 234, 1192]
article-lead: আগামীকাল থেকে শুরু হচ্ছে মাসব্যাপী অমর একুশে গ্রন্থমেলা। এবারের মেলায় রেকর্ড সংখ্যক প্রকাশনা প্রতিষ্ঠান অংশ নিচ্ছে। — [244, 1035, 457, 1057]
article-lead: ডলার সংকটের কারণে উন্নয়ন প্রকল্পে অর্থছাড়ে ধীরগতি দেখা দিয়েছে। এতে প্রকল্প বাস্তবায়ন পিছিয়ে পড়ছে। — [467, 1292, 680, 1314]
article-headline: ঘুস দিয়ে অনুমোদন — [467, 1137, 680, 1170]
article-lead: ঘুস দিয়ে নকশা অনুমোদন নেওয়ার অভিযোগ উঠেছে। বিষয়টি তদন্তে কমিটি গঠন করা হয়েছে। — [467, 1174, 680, 1196]
article-continuation: বাংলাদেশ সরকার উন্নয়ন কার্যক্রম অব্যাহত রেখেছে এবং জনগণের কল্যাণে বিভিন্ন পদক্ষেপ গ্রহণ করা হয়েছে। সংশ্লিষ্ট কর্মকর্তারা বিষয়টি নিশ্চিত করেছেন। বাংলাদেশ সরকার উন্নয়ন কার্যক্রম অব্যাহত রেখেছে এবং জনগণের কল্যাণে বিভিন্ন পদক্ষেপ গ্রহণ করা হয়েছে। সংশ্লিষ্ট কর্মকর্তারা বিষয়টি নিশ্চিত করেছেন। বাংলাদেশ সরকার উন্নয়ন কার্যক্রম অব্যাহত রেখেছে এবং জনগণের কল্যাণে বিভিন্ন পদক্ষেপ গ্রহণ করা হয়েছে। সংশ্লিষ্ট কর্মকর্তারা বিষয়টি নিশ্চিত করেছেন। বাংলাদেশ সরকার উন্নয়ন কার্যক্রম অব্যাহত রেখেছে এবং জনগণের কল্যাণে বিভিন্ন পদক্ষেপ গ্রহণ করা হয়েছে। সংশ্লিষ্ট কর্মকর্তারা বিষয়টি নিশ্চিত করেছেন। বাংলাদেশ সরকার উন্নয়ন কার্যক্রম অব্যাহত রেখেছে এবং জনগণের কল্যাণে বিভিন্ন পদক্ষেপ গ্রহণ করা হয়েছে। সংশ্লিষ্ট কর্মকর্তারা বিষয়টি নিশ্চিত করেছেন। — [467, 1303, 680, 1457]
article — [690, 490, 924, 791]
article-body — [467, 839, 680, 1015]
article — [22, 108, 234, 552]
article-lead: গতকাল মঙ্গলবার দুপুরে সচিবালয়ে তিনি সাংবাদিকদের সঙ্গে আলাপকালে এ কথা বলেন। মন্ত্রী বলেন, দায়িত্ব পালনে কর্মকর্তাদের আরও আন্তরিক হতে হবে। — [22, 589, 234, 622]
column-divider — [684, 104, 685, 1514]
article — [467, 481, 680, 773]
article-lead: সচিবালয়ে তার দপ্তরে ভারতের হাইকমিশনার প্রণয় কুমার ভার্মা সৌজন্য সাক্ষাৎ শেষে তিনি সাংবাদিকদের সঙ্গে কথা বলেন। দুই দেশের মধ্যে সহযোগিতা আরও বাড়ানোর বিষয়ে আলোচনা হয়েছে। — [22, 839, 234, 883]
article-body — [467, 1292, 680, 1457]
article-headline: কাল থেকে শুরু হচ্ছে — [244, 998, 457, 1031]
article-continuation: বাংলাদেশ সরকার উন্নয়ন কার্যক্রম অব্যাহত রেখেছে এবং জনগণের কল্যাণে বিভিন্ন পদক্ষেপ গ্রহণ করা হয়েছে। সংশ্লিষ্ট কর্মকর্তারা বিষয়টি নিশ্চিত করেছেন। বাংলাদেশ সরকার উন্নয়ন কার্যক্রম অব্যাহত রেখেছে এবং জনগণের কল্যাণে বিভিন্ন পদক্ষেপ গ্রহণ করা হয়েছে। সংশ্লিষ্ট কর্মকর্তারা বিষয়টি নিশ্চিত করেছেন। বাংলাদেশ সরকার উন্নয়ন কার্যক্রম অব্যাহত রেখেছে এবং জনগণের কল্যাণে বিভিন্ন পদক্ষেপ গ্রহণ করা হয়েছে। সংশ্লিষ্ট কর্মকর্তারা বিষয়টি নিশ্চিত করেছেন। বাংলাদেশ সরকার উন্নয়ন কার্যক্রম অব্যাহত রেখেছে এবং জনগণের কল্যাণে বিভিন্ন পদক্ষেপ গ্রহণ করা হয়েছে। সংশ্লিষ্ট কর্মকর্তারা বিষয়টি নিশ্চিত করেছেন। বাংলাদেশ সরকার উন্নয়ন কার্যক্রম অব্যাহত রেখেছে এবং জনগণের কল্যাণে বিভিন্ন পদক্ষেপ গ্রহণ করা হয়েছে। সংশ্লিষ্ট কর্মকর্তারা বিষয়টি নিশ্চিত করেছেন। বাংলাদেশ সরকার উন্নয়ন কার্যক্রম অব্যাহত রেখেছে এবং জনগণের কল্যাণে বিভিন্ন পদক্ষেপ গ্রহণ করা হয়েছে। সংশ্লিষ্ট কর্মকর্তারা বিষয়টি নিশ্চিত করেছেন। বাংলাদেশ সরকার উন্নয়ন কার্যক্রম অব্যাহত রেখেছে এবং জনগণের কল্যাণে বিভিন্ন পদক্ষেপ গ্রহণ করা হয়েছে। সংশ্লিষ্ট কর্মকর্তারা বিষয়টি নিশ্চিত করেছেন। বাংলাদেশ সরকার উন্নয়ন কার্যক্রম অব্যাহত রেখেছে এবং জনগণের কল্যাণে বিভিন্ন পদক্ষেপ গ্রহণ করা হয়েছে। সংশ্লিষ্ট কর্মকর্তারা বিষয়টি নিশ্চিত করেছেন। বাংলাদেশ সরকার উন্নয়ন কার্যক্রম অব্যাহত রেখেছে এবং জনগণের কল্যাণে বিভিন্ন পদক্ষেপ গ্রহণ করা হয়েছে। সংশ্লিষ্ট কর্মকর্তারা বিষয়টি নিশ্চিত করেছেন। বাংলাদেশ সরকার উন্নয়ন কার্যক্রম অব্যাহত রেখেছে এবং জনগণের কল্যাণে বিভিন্ন পদক্ষেপ গ্রহণ করা হয়েছে। সংশ্লিষ্ট কর্মকর্তারা বিষয়টি নিশ্চিত করেছেন। বাংলাদেশ সরকার উন্নয়ন কার্যক্রম অব্যাহত রেখেছে এবং জনগণের কল্যাণে বিভিন্ন পদক্ষেপ গ্রহণ করা হয়েছে। সংশ্লিষ্ট কর্মকর্তারা বিষয়টি নিশ্চিত করেছেন। — [22, 872, 234, 1191]
article-headline: জয় হয়েছে গণতন্ত্রের — [22, 1196, 234, 1229]
article — [22, 556, 234, 799]
article-body — [244, 348, 457, 645]
article-lead: কর্মসূচির নামে সহিংসতা করা হলে আইনশৃঙ্খলা বাহিনী ব্যবস্থা নেবে। গতকাল মঙ্গলবার দুপুরে আওয়ামী লীগ সভাপতির ধানমন্ডির রাজনৈতিক কার্যালয়ে সাংবাদিকদের সঙ্গে আলাপকালে তিনি এ কথা বলেন। — [22, 145, 234, 189]
issue-date: বুধবার ৩১ জানুয়ারি ২০২৪ ইং — [34, 52, 204, 68]
article-lead: উন্নয়নের ধারাবাহিকতা বজায় রাখতে হবে। জাতির পিতার স্বপ্নের সোনার বাংলা গড়ে তুলতে আমরা কাজ করে যাচ্ছি বলে তিনি উল্লেখ করেন। — [22, 1233, 234, 1266]
article-body — [690, 832, 924, 1162]
article-body — [467, 543, 680, 774]
